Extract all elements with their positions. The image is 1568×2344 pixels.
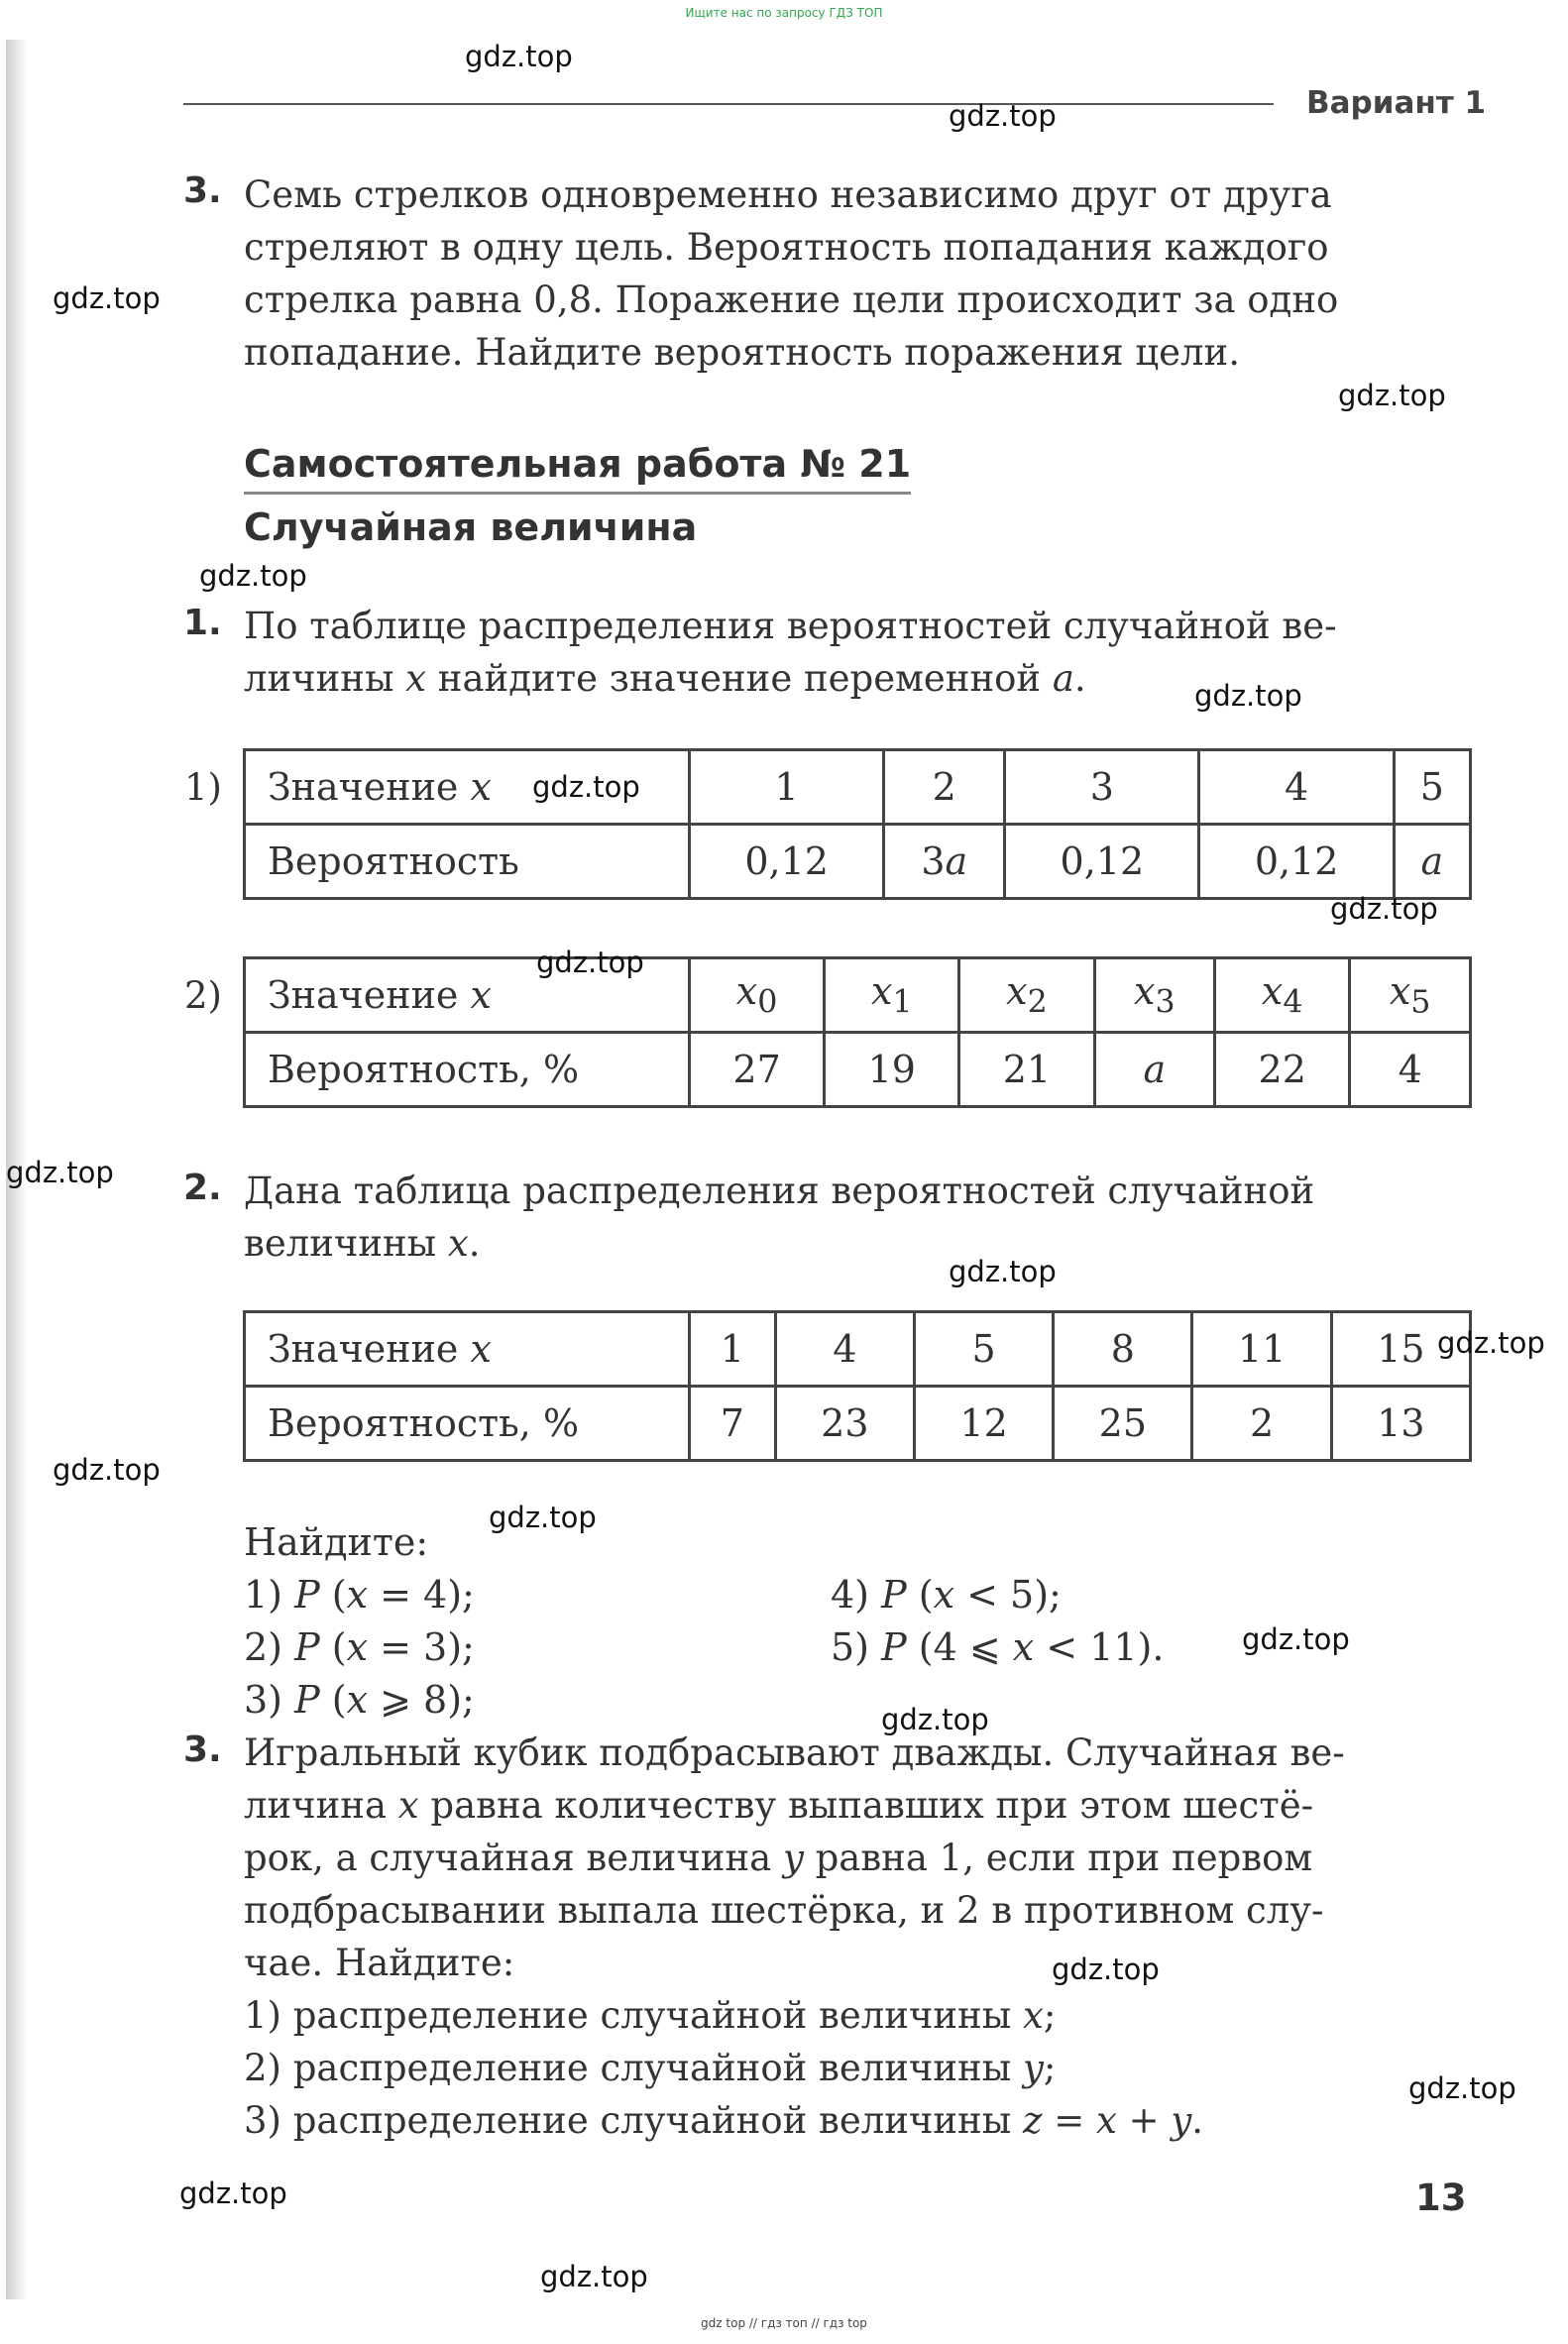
watermark: gdz.top	[53, 1453, 161, 1487]
table-cell: 4	[1199, 750, 1394, 825]
distribution-table-3	[243, 1310, 1472, 1462]
text-line: По таблице распределения вероятностей случайной ве-	[244, 605, 1337, 647]
variant-label: Вариант 1	[1306, 85, 1487, 121]
find-label: Найдите:	[244, 1520, 429, 1564]
table-cell: $x_0$	[690, 958, 825, 1033]
watermark: gdz.top	[1338, 379, 1446, 412]
prob-header-cell: Вероятность, %	[245, 1387, 690, 1461]
value-header-cell: Значение x	[245, 958, 690, 1033]
text-line: 1) распределение случайной величины x;	[244, 1994, 1057, 2037]
task1-number: 1.	[183, 603, 222, 643]
prob-header-cell: Вероятность	[245, 825, 690, 899]
text-line: стрелка равна 0,8. Поражение цели происходит за одно	[244, 279, 1339, 321]
watermark: gdz.top	[881, 1703, 989, 1736]
text-line: 2) распределение случайной величины y;	[244, 2047, 1057, 2089]
text-line: величины x.	[244, 1222, 481, 1265]
table-cell: 0,12	[1199, 825, 1394, 899]
table-cell: $x_3$	[1094, 958, 1215, 1033]
text-line: стреляют в одну цель. Вероятность попадания каждого	[244, 226, 1329, 269]
watermark: gdz.top	[536, 946, 644, 979]
table-cell: 1	[690, 750, 884, 825]
text-line: личины x найдите значение переменной a.	[244, 657, 1086, 700]
distribution-table-2	[243, 956, 1472, 1108]
value-header-cell: Значение x	[245, 750, 690, 825]
find-item: 5) P (4 ⩽ x < 11).	[831, 1625, 1165, 1669]
section-subtitle: Случайная величина	[244, 505, 698, 549]
table-cell: 0,12	[690, 825, 884, 899]
table-cell: 15	[1331, 1312, 1470, 1387]
table-cell: 19	[825, 1033, 959, 1107]
find-item: 3) P (x ⩾ 8);	[244, 1678, 475, 1722]
table-row-values	[245, 1312, 1471, 1387]
watermark: gdz.top	[489, 1501, 597, 1534]
watermark: gdz.top	[1242, 1622, 1350, 1656]
table-row-probs	[245, 1033, 1471, 1107]
text-line: Семь стрелков одновременно независимо друг от друга	[244, 173, 1332, 216]
section-title: Самостоятельная работа № 21	[244, 442, 911, 495]
page-number: 13	[1415, 2177, 1467, 2219]
text-line: Дана таблица распределения вероятностей случайной	[244, 1170, 1315, 1212]
find-item: 2) P (x = 3);	[244, 1625, 475, 1669]
table-cell: 5	[914, 1312, 1053, 1387]
text-line: подбрасывании выпала шестёрка, и 2 в противном слу-	[244, 1889, 1324, 1932]
watermark: gdz.top	[179, 2177, 287, 2210]
table-cell: 2	[1192, 1387, 1331, 1461]
task2-text	[244, 1165, 1473, 1270]
table-cell: 3	[1005, 750, 1199, 825]
table-cell: $x_4$	[1215, 958, 1350, 1033]
text-line: личина x равна количеству выпавших при этом шестё-	[244, 1784, 1314, 1827]
table-row-values	[245, 750, 1471, 825]
table-cell: $x_2$	[959, 958, 1094, 1033]
table-row-values	[245, 958, 1471, 1033]
table-row-probs	[245, 825, 1471, 899]
prob-header-cell: Вероятность, %	[245, 1033, 690, 1107]
table-cell: 5	[1394, 750, 1470, 825]
table-cell: 22	[1215, 1033, 1350, 1107]
watermark: gdz.top	[1408, 2071, 1516, 2105]
watermark: gdz.top	[53, 281, 161, 315]
table-cell: 7	[690, 1387, 776, 1461]
table-cell: 8	[1054, 1312, 1192, 1387]
bottom-note: gdz top // гдз топ // гдз top	[701, 2316, 867, 2330]
find-item: 4) P (x < 5);	[831, 1573, 1062, 1617]
table-cell: 3a	[884, 825, 1005, 899]
table-cell: 27	[690, 1033, 825, 1107]
table-cell: 21	[959, 1033, 1094, 1107]
watermark: gdz.top	[1194, 679, 1302, 713]
table-cell: 12	[914, 1387, 1053, 1461]
header-rule	[183, 103, 1274, 105]
watermark: gdz.top	[540, 2260, 648, 2293]
watermark: gdz.top	[1052, 1953, 1160, 1986]
text-line: рок, а случайная величина y равна 1, если при первом	[244, 1837, 1313, 1879]
table-cell: 11	[1192, 1312, 1331, 1387]
watermark: gdz.top	[1330, 892, 1438, 926]
watermark: gdz.top	[199, 559, 307, 593]
watermark: gdz.top	[532, 770, 640, 804]
table-cell: 25	[1054, 1387, 1192, 1461]
table-cell: 2	[884, 750, 1005, 825]
value-header-cell: Значение x	[245, 1312, 690, 1387]
watermark: gdz.top	[1437, 1326, 1545, 1360]
watermark: gdz.top	[6, 1156, 114, 1189]
prev-task-number: 3.	[183, 170, 222, 211]
table-cell: $x_1$	[825, 958, 959, 1033]
table-cell: 4	[1350, 1033, 1471, 1107]
distribution-table-1	[243, 748, 1472, 900]
task3-text	[244, 1727, 1473, 2147]
table1-label: 1)	[184, 766, 222, 809]
text-line: 3) распределение случайной величины z = x + y.	[244, 2099, 1204, 2142]
table-cell: $x_5$	[1350, 958, 1471, 1033]
table-cell: 23	[775, 1387, 914, 1461]
task3-number: 3.	[183, 1730, 222, 1770]
table2-label: 2)	[184, 974, 222, 1017]
text-line: чае. Найдите:	[244, 1942, 515, 1984]
top-note: Ищите нас по запросу ГДЗ ТОП	[685, 6, 883, 20]
task2-number: 2.	[183, 1168, 222, 1208]
table-cell: a	[1394, 825, 1470, 899]
table-cell: a	[1094, 1033, 1215, 1107]
prev-task-text	[244, 168, 1473, 379]
table-cell: 13	[1331, 1387, 1470, 1461]
table-cell: 1	[690, 1312, 776, 1387]
table-row-probs	[245, 1387, 1471, 1461]
text-line: Игральный кубик подбрасывают дважды. Случайная ве-	[244, 1731, 1345, 1774]
watermark: gdz.top	[465, 40, 573, 73]
text-line: попадание. Найдите вероятность поражения цели.	[244, 331, 1240, 374]
find-item: 1) P (x = 4);	[244, 1573, 475, 1617]
watermark: gdz.top	[949, 99, 1057, 133]
table-cell: 0,12	[1005, 825, 1199, 899]
table-cell: 4	[775, 1312, 914, 1387]
watermark: gdz.top	[949, 1255, 1057, 1288]
